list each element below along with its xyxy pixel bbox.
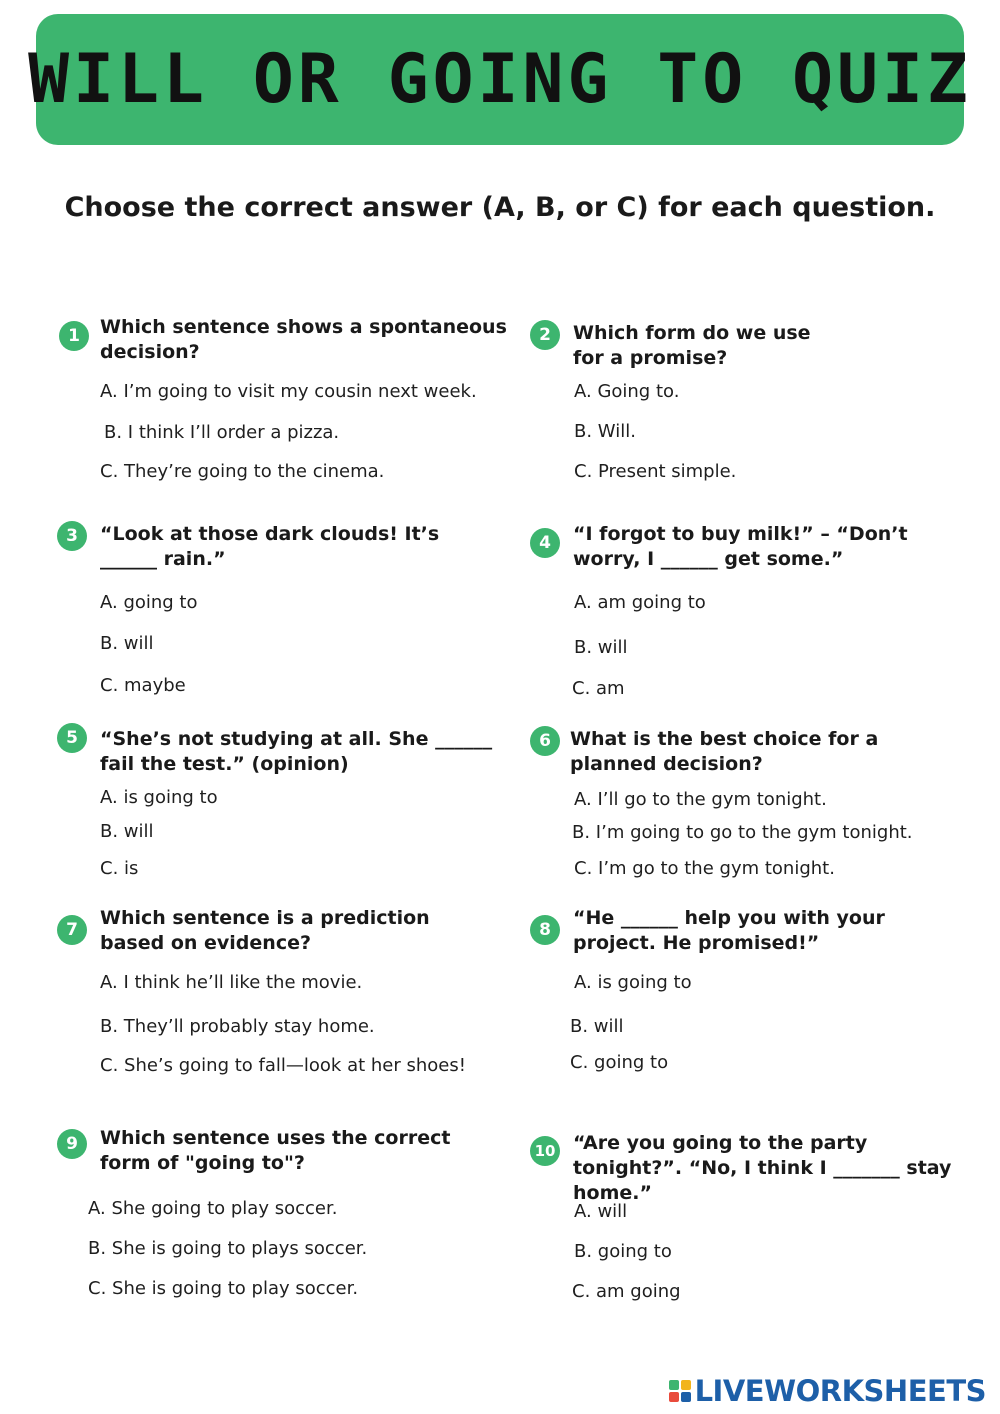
option-a[interactable]: A. I’m going to visit my cousin next week. <box>100 381 477 402</box>
question-text: What is the best choice for a planned decision? <box>570 728 879 775</box>
option-b[interactable]: B. They’ll probably stay home. <box>100 1016 375 1037</box>
question-number-badge: 7 <box>57 915 87 945</box>
option-a[interactable]: A. going to <box>100 592 198 613</box>
option-c[interactable]: C. I’m go to the gym tonight. <box>574 858 835 879</box>
option-b[interactable]: B. will <box>574 637 628 658</box>
option-b[interactable]: B. I think I’ll order a pizza. <box>104 422 340 443</box>
question-text: Which sentence shows a spontaneous decision? <box>100 316 507 363</box>
brand-logo[interactable] <box>669 1374 986 1408</box>
question-number-badge: 1 <box>59 321 89 351</box>
option-b[interactable]: B. will <box>100 821 154 842</box>
question-text: “She’s not studying at all. She ______ fail the test.” (opinion) <box>100 728 493 775</box>
option-b[interactable]: B. going to <box>574 1241 672 1262</box>
question-text: “I forgot to buy milk!” – “Don’t worry, I ______ get some.” <box>573 523 908 570</box>
option-b[interactable]: B. will <box>100 633 154 654</box>
instruction-text: Choose the correct answer (A, B, or C) for each question. <box>64 192 936 223</box>
question-number-badge: 6 <box>530 726 560 756</box>
option-c[interactable]: C. is <box>100 858 139 879</box>
option-b[interactable]: B. Will. <box>574 421 636 442</box>
option-b[interactable]: B. She is going to plays soccer. <box>88 1238 368 1259</box>
option-a[interactable]: A. Going to. <box>574 381 680 402</box>
question-text: Which sentence uses the correct form of "going to"? <box>100 1127 451 1174</box>
option-c[interactable]: C. am <box>572 678 625 699</box>
question-number-badge: 8 <box>530 915 560 945</box>
option-a[interactable]: A. am going to <box>574 592 706 613</box>
option-c[interactable]: C. am going <box>572 1281 681 1302</box>
option-c[interactable]: C. She’s going to fall—look at her shoes! <box>100 1055 466 1076</box>
option-a[interactable]: A. is going to <box>100 787 218 808</box>
option-c[interactable]: C. Present simple. <box>574 461 737 482</box>
question-text: “He ______ help you with your project. He promised!” <box>573 907 885 954</box>
option-c[interactable]: C. She is going to play soccer. <box>88 1278 359 1299</box>
question-text: “Look at those dark clouds! It’s ______ rain.” <box>100 523 440 570</box>
question-number-badge: 4 <box>530 528 560 558</box>
question-number-badge: 10 <box>530 1136 560 1166</box>
page-title: WILL OR GOING TO QUIZ <box>28 40 972 119</box>
question-text: “Are you going to the party tonight?”. “No, I think I _______ stay home.” <box>573 1132 952 1204</box>
question-text: Which sentence is a prediction based on evidence? <box>100 907 430 954</box>
question-text: Which form do we use for a promise? <box>573 322 811 369</box>
question-number-badge: 3 <box>57 521 87 551</box>
option-a[interactable]: A. She going to play soccer. <box>88 1198 338 1219</box>
option-c[interactable]: C. maybe <box>100 675 186 696</box>
option-a[interactable]: A. is going to <box>574 972 692 993</box>
option-c[interactable]: C. going to <box>570 1052 669 1073</box>
option-b[interactable]: B. will <box>570 1016 624 1037</box>
liveworksheets-logo-icon <box>669 1380 691 1402</box>
question-number-badge: 5 <box>57 723 87 753</box>
option-a[interactable]: A. I think he’ll like the movie. <box>100 972 363 993</box>
question-number-badge: 2 <box>530 320 560 350</box>
brand-name: LIVEWORKSHEETS <box>694 1374 986 1408</box>
option-b[interactable]: B. I’m going to go to the gym tonight. <box>572 822 913 843</box>
question-number-badge: 9 <box>57 1129 87 1159</box>
title-banner <box>28 14 972 145</box>
option-c[interactable]: C. They’re going to the cinema. <box>100 461 385 482</box>
option-a[interactable]: A. I’ll go to the gym tonight. <box>574 789 827 810</box>
option-a[interactable]: A. will <box>574 1201 628 1222</box>
